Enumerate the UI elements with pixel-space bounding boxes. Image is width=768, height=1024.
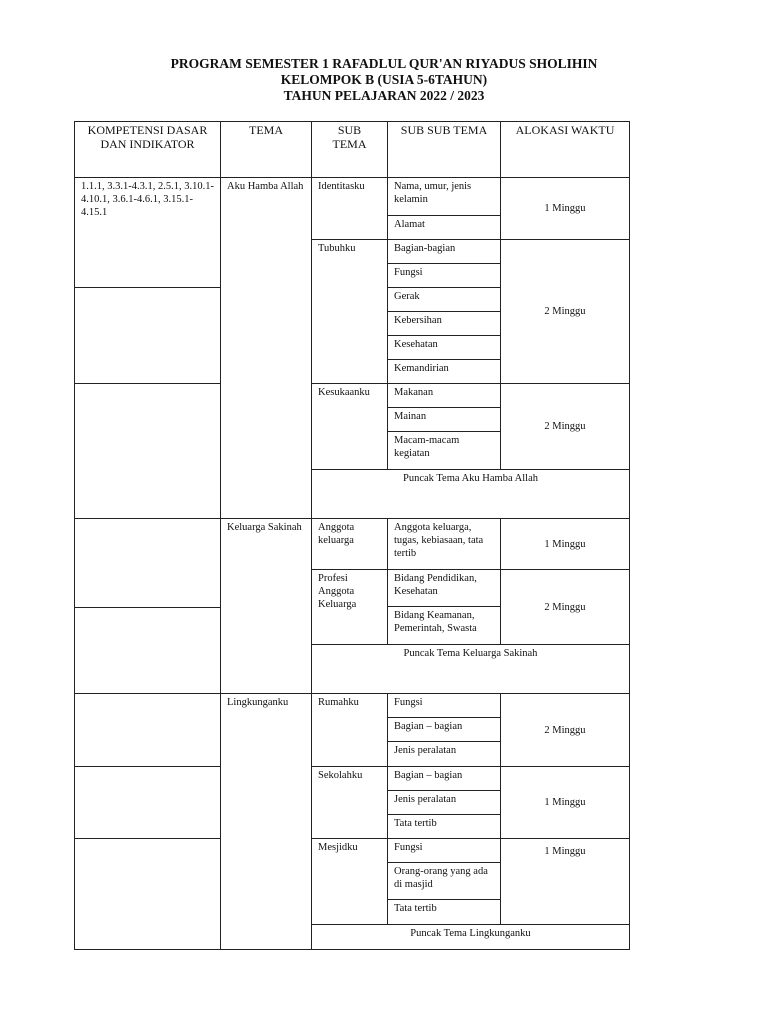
page-title-line-1: PROGRAM SEMESTER 1 RAFADLUL QUR'AN RIYADUS SHOLIHIN [170, 56, 598, 71]
subsub-mesjid-1: Fungsi [387, 838, 501, 863]
waktu-identitasku: 1 Minggu [500, 177, 630, 240]
subsub-rumah-2: Bagian – bagian [387, 717, 501, 742]
waktu-profesi: 2 Minggu [500, 569, 630, 645]
subsub-profesi-1: Bidang Pendidikan, Kesehatan [387, 569, 501, 607]
subtema-profesi: Profesi Anggota Keluarga [311, 569, 388, 645]
kd-cell-1: 1.1.1, 3.3.1-4.3.1, 2.5.1, 3.10.1-4.10.1, 3.6.1-4.6.1, 3.15.1-4.15.1 [74, 177, 221, 288]
subtema-identitasku: Identitasku [311, 177, 388, 240]
subsub-kesukaan-2: Mainan [387, 407, 501, 432]
header-tema: TEMA [220, 121, 312, 178]
puncak-tema-aku-hamba-allah: Puncak Tema Aku Hamba Allah [311, 469, 630, 519]
subsub-kesukaan-3: Macam-macam kegiatan [387, 431, 501, 470]
kd-cell-8 [74, 838, 221, 950]
page-title-line-2: KELOMPOK B (USIA 5-6TAHUN) [280, 72, 488, 87]
header-kompetensi: KOMPETENSI DASAR DAN INDIKATOR [74, 121, 221, 178]
subsub-tubuh-6: Kemandirian [387, 359, 501, 384]
waktu-anggota-keluarga: 1 Minggu [500, 518, 630, 570]
subsub-tubuh-3: Gerak [387, 287, 501, 312]
page-title-line-3: TAHUN PELAJARAN 2022 / 2023 [283, 88, 485, 103]
waktu-tubuhku: 2 Minggu [500, 239, 630, 384]
kd-cell-3 [74, 383, 221, 519]
waktu-sekolahku: 1 Minggu [500, 766, 630, 839]
header-sub-tema: SUB TEMA [311, 121, 388, 178]
subsub-sekolah-2: Jenis peralatan [387, 790, 501, 815]
puncak-tema-lingkunganku: Puncak Tema Lingkunganku [311, 924, 630, 950]
subsub-sekolah-1: Bagian – bagian [387, 766, 501, 791]
subsub-mesjid-2: Orang-orang yang ada di masjid [387, 862, 501, 900]
subsub-kesukaan-1: Makanan [387, 383, 501, 408]
subsub-sekolah-3: Tata tertib [387, 814, 501, 839]
tema-keluarga-sakinah: Keluarga Sakinah [220, 518, 312, 694]
subtema-anggota-keluarga: Anggota keluarga [311, 518, 388, 570]
subsub-mesjid-3: Tata tertib [387, 899, 501, 925]
tema-lingkunganku: Lingkunganku [220, 693, 312, 950]
subsub-tubuh-4: Kebersihan [387, 311, 501, 336]
waktu-kesukaanku: 2 Minggu [500, 383, 630, 470]
subsub-identitas-1: Nama, umur, jenis kelamin [387, 177, 501, 216]
header-alokasi-waktu: ALOKASI WAKTU [500, 121, 630, 178]
subtema-sekolahku: Sekolahku [311, 766, 388, 839]
puncak-tema-keluarga-sakinah: Puncak Tema Keluarga Sakinah [311, 644, 630, 694]
kd-cell-7 [74, 766, 221, 839]
header-sub-sub-tema: SUB SUB TEMA [387, 121, 501, 178]
subsub-tubuh-2: Fungsi [387, 263, 501, 288]
subtema-tubuhku: Tubuhku [311, 239, 388, 384]
kd-cell-6 [74, 693, 221, 767]
subsub-rumah-3: Jenis peralatan [387, 741, 501, 767]
subsub-tubuh-1: Bagian-bagian [387, 239, 501, 264]
subtema-mesjidku: Mesjidku [311, 838, 388, 925]
kd-cell-5 [74, 607, 221, 694]
subsub-profesi-2: Bidang Keamanan, Pemerintah, Swasta [387, 606, 501, 645]
kd-cell-4 [74, 518, 221, 608]
subtema-rumahku: Rumahku [311, 693, 388, 767]
waktu-rumahku: 2 Minggu [500, 693, 630, 767]
subsub-tubuh-5: Kesehatan [387, 335, 501, 360]
waktu-mesjidku: 1 Minggu [500, 838, 630, 925]
subsub-rumah-1: Fungsi [387, 693, 501, 718]
subsub-anggota-1: Anggota keluarga, tugas, kebiasaan, tata tertib [387, 518, 501, 570]
subtema-kesukaanku: Kesukaanku [311, 383, 388, 470]
subsub-identitas-2: Alamat [387, 215, 501, 240]
kd-cell-2 [74, 287, 221, 384]
tema-aku-hamba-allah: Aku Hamba Allah [220, 177, 312, 519]
